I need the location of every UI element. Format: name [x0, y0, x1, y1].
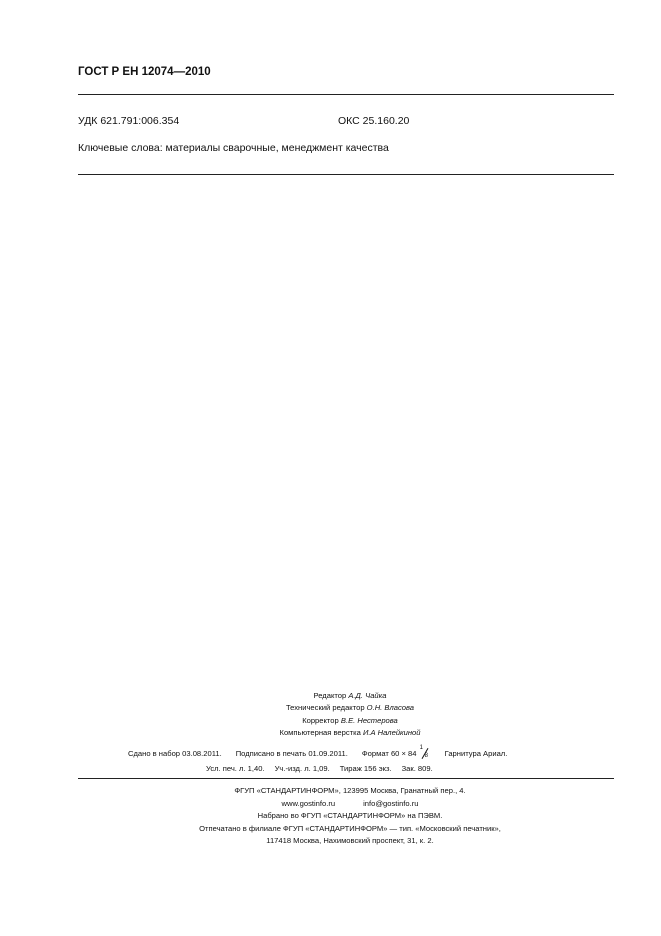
order-number: Зак. 809.	[401, 764, 433, 773]
signed-date: Подписано в печать 01.09.2011.	[235, 749, 348, 758]
keywords-divider	[78, 174, 614, 175]
top-divider	[78, 94, 614, 95]
editor-line	[200, 690, 500, 702]
layout-label: Компьютерная верстка	[279, 728, 361, 738]
typeface: Гарнитура Ариал.	[444, 749, 508, 758]
printer-address: 117418 Москва, Нахимовский проспект, 31, к. 2.	[266, 836, 434, 846]
publisher-email[interactable]: info@gostinfo.ru	[363, 798, 419, 808]
publisher-contacts	[140, 798, 560, 811]
typeset-note: Набрано во ФГУП «СТАНДАРТИНФОРМ» на ПЭВМ.	[257, 811, 443, 821]
layout-line	[200, 727, 500, 739]
tech-editor-line	[200, 702, 500, 714]
credits-block	[200, 690, 500, 740]
printed-note: Отпечатано в филиале ФГУП «СТАНДАРТИНФОРМ» — тип. «Московский печатник»,	[199, 823, 501, 833]
tech-editor-label: Технический редактор	[285, 703, 365, 713]
format-numerator: 1	[419, 745, 423, 751]
editor-name: А.Д. Чайка	[348, 691, 387, 700]
bottom-divider	[78, 778, 614, 779]
corrector-name: В.Е. Нестерова	[340, 715, 398, 725]
format-fraction	[419, 745, 431, 759]
publisher-sheets: Уч.-изд. л. 1,09.	[274, 764, 330, 773]
imprint-line	[128, 745, 508, 759]
oks-code: ОКС 25.160.20	[338, 115, 410, 127]
print-info-line	[206, 764, 433, 773]
publisher-block	[140, 785, 560, 848]
document-code: ГОСТ Р ЕН 12074—2010	[78, 66, 211, 78]
copies: Тираж 156 экз.	[339, 764, 392, 773]
corrector-line	[200, 715, 500, 727]
udc-code: УДК 621.791:006.354	[78, 115, 180, 127]
submitted-date: Сдано в набор 03.08.2011.	[128, 749, 222, 758]
format-denominator: 8	[424, 753, 428, 759]
print-sheets: Усл. печ. л. 1,40.	[206, 764, 265, 773]
publisher-website[interactable]: www.gostinfo.ru	[281, 798, 336, 808]
editor-label: Редактор	[313, 691, 347, 700]
layout-name: И.А Налейкиной	[362, 728, 421, 738]
paper-format: Формат 60 × 84	[361, 749, 417, 758]
tech-editor-name: О.Н. Власова	[366, 703, 415, 713]
publisher-address: ФГУП «СТАНДАРТИНФОРМ», 123995 Москва, Гранатный пер., 4.	[234, 786, 466, 795]
corrector-label: Корректор	[302, 715, 339, 725]
keywords: Ключевые слова: материалы сварочные, менеджмент качества	[78, 142, 389, 154]
